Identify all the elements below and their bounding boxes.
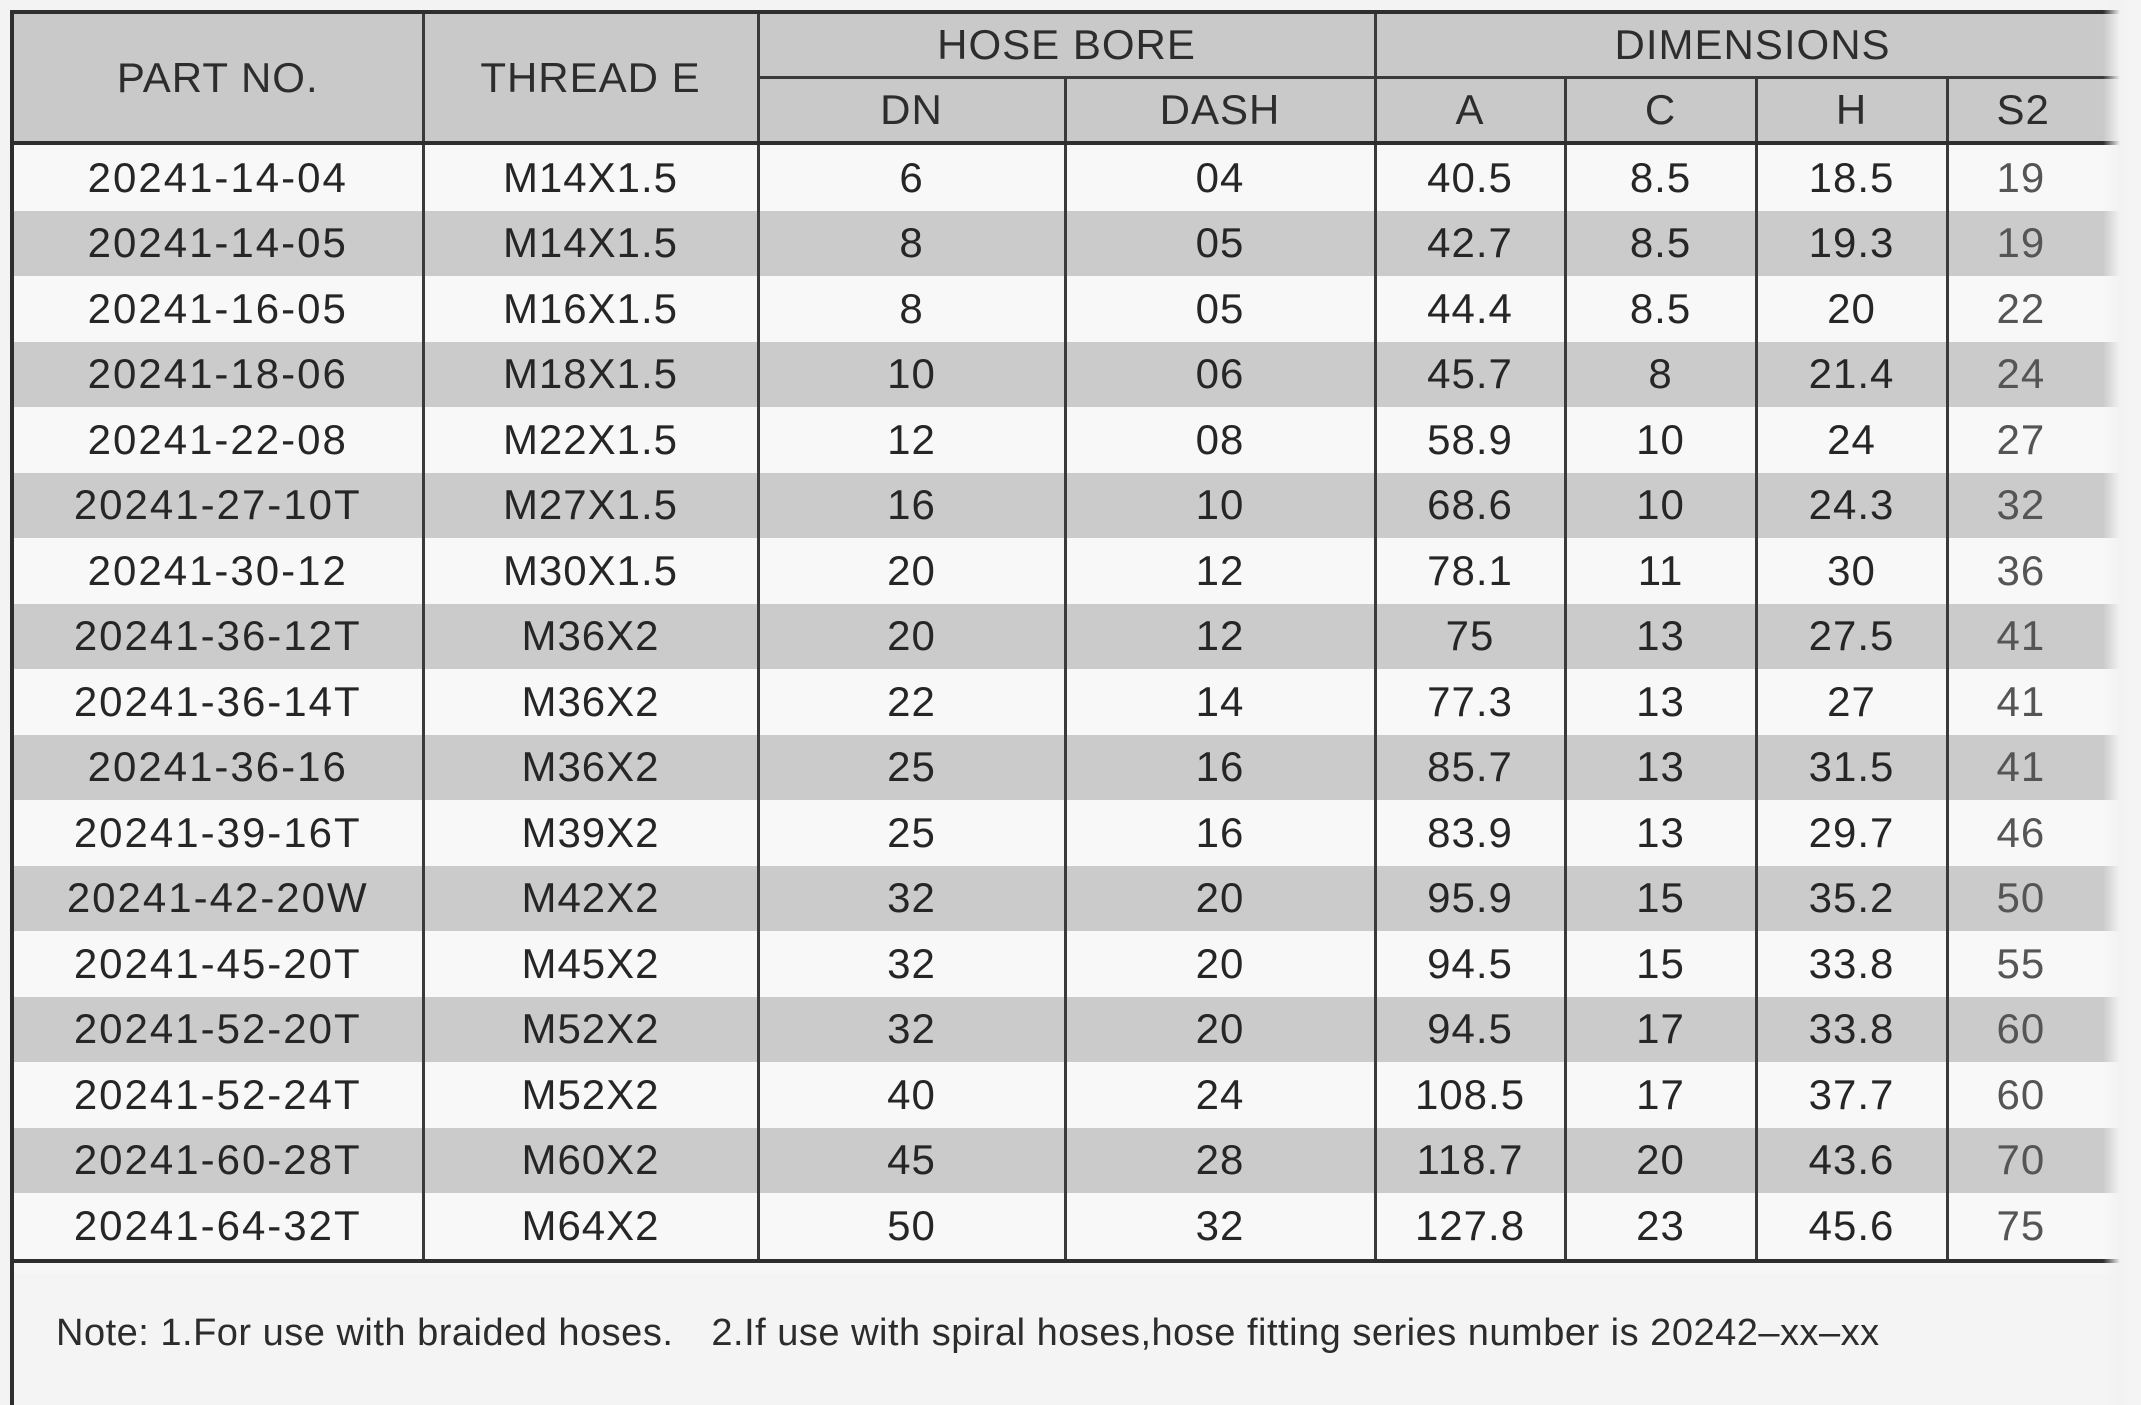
hose-fitting-spec-table — [14, 14, 2141, 1263]
dim-a-cell: 77.3 — [1375, 669, 1565, 735]
header-dash: DASH — [1065, 78, 1375, 144]
dim-h-cell: 30 — [1756, 538, 1947, 604]
dim-h-cell: 33.8 — [1756, 997, 1947, 1063]
part-number-cell: 20241-64-32T — [14, 1193, 423, 1261]
dim-h-cell: 18.5 — [1756, 143, 1947, 211]
dn-cell: 32 — [758, 997, 1065, 1063]
dash-cell: 28 — [1065, 1128, 1375, 1194]
dim-a-cell: 42.7 — [1375, 211, 1565, 277]
dim-a-cell: 78.1 — [1375, 538, 1565, 604]
dim-a-cell: 95.9 — [1375, 866, 1565, 932]
dim-a-cell: 118.7 — [1375, 1128, 1565, 1194]
dim-h-cell: 27 — [1756, 669, 1947, 735]
part-number-cell: 20241-45-20T — [14, 931, 423, 997]
dim-h-cell: 45.6 — [1756, 1193, 1947, 1261]
thread-cell: M36X2 — [423, 604, 758, 670]
thread-cell: M52X2 — [423, 1062, 758, 1128]
note-braided: Note: 1.For use with braided hoses. — [56, 1312, 674, 1354]
dim-a-cell: 108.5 — [1375, 1062, 1565, 1128]
dash-cell: 04 — [1065, 143, 1375, 211]
dash-cell: 24 — [1065, 1062, 1375, 1128]
thread-cell: M18X1.5 — [423, 342, 758, 408]
dim-a-cell: 68.6 — [1375, 473, 1565, 539]
dn-cell: 10 — [758, 342, 1065, 408]
dim-s2-cell: 70 — [1947, 1128, 2141, 1194]
header-hose-bore: HOSE BORE — [758, 14, 1375, 78]
thread-cell: M14X1.5 — [423, 211, 758, 277]
dash-cell: 20 — [1065, 997, 1375, 1063]
dim-c-cell: 15 — [1565, 866, 1756, 932]
dim-s2-cell: 41 — [1947, 604, 2141, 670]
dim-h-cell: 31.5 — [1756, 735, 1947, 801]
dn-cell: 20 — [758, 538, 1065, 604]
dash-cell: 05 — [1065, 276, 1375, 342]
table-row — [14, 1128, 2141, 1194]
dim-h-cell: 19.3 — [1756, 211, 1947, 277]
dn-cell: 20 — [758, 604, 1065, 670]
thread-cell: M64X2 — [423, 1193, 758, 1261]
dim-c-cell: 8 — [1565, 342, 1756, 408]
part-number-cell: 20241-14-05 — [14, 211, 423, 277]
header-row-groups — [14, 14, 2141, 78]
part-number-cell: 20241-14-04 — [14, 143, 423, 211]
part-number-cell: 20241-30-12 — [14, 538, 423, 604]
header-h: H — [1756, 78, 1947, 144]
dim-s2-cell: 75 — [1947, 1193, 2141, 1261]
dim-a-cell: 94.5 — [1375, 931, 1565, 997]
header-a: A — [1375, 78, 1565, 144]
dim-s2-cell: 27 — [1947, 407, 2141, 473]
dim-a-cell: 94.5 — [1375, 997, 1565, 1063]
dim-h-cell: 27.5 — [1756, 604, 1947, 670]
dn-cell: 22 — [758, 669, 1065, 735]
dash-cell: 20 — [1065, 866, 1375, 932]
table-row — [14, 342, 2141, 408]
dim-c-cell: 8.5 — [1565, 211, 1756, 277]
header-dn: DN — [758, 78, 1065, 144]
dim-s2-cell: 41 — [1947, 735, 2141, 801]
part-number-cell: 20241-36-16 — [14, 735, 423, 801]
thread-cell: M36X2 — [423, 669, 758, 735]
thread-cell: M52X2 — [423, 997, 758, 1063]
dim-c-cell: 20 — [1565, 1128, 1756, 1194]
dim-c-cell: 17 — [1565, 1062, 1756, 1128]
dim-c-cell: 23 — [1565, 1193, 1756, 1261]
dim-h-cell: 24 — [1756, 407, 1947, 473]
part-number-cell: 20241-60-28T — [14, 1128, 423, 1194]
thread-cell: M45X2 — [423, 931, 758, 997]
table-row — [14, 143, 2141, 211]
dim-h-cell: 24.3 — [1756, 473, 1947, 539]
dn-cell: 25 — [758, 800, 1065, 866]
dim-a-cell: 127.8 — [1375, 1193, 1565, 1261]
dim-c-cell: 8.5 — [1565, 276, 1756, 342]
dim-c-cell: 15 — [1565, 931, 1756, 997]
dim-c-cell: 11 — [1565, 538, 1756, 604]
dim-s2-cell: 60 — [1947, 1062, 2141, 1128]
dim-c-cell: 13 — [1565, 800, 1756, 866]
dn-cell: 8 — [758, 276, 1065, 342]
part-number-cell: 20241-27-10T — [14, 473, 423, 539]
part-number-cell: 20241-36-12T — [14, 604, 423, 670]
page-edge-shadow — [2103, 0, 2141, 1405]
dim-c-cell: 17 — [1565, 997, 1756, 1063]
dim-s2-cell: 60 — [1947, 997, 2141, 1063]
table-row — [14, 604, 2141, 670]
dn-cell: 50 — [758, 1193, 1065, 1261]
dn-cell: 45 — [758, 1128, 1065, 1194]
dim-c-cell: 10 — [1565, 473, 1756, 539]
table-row — [14, 473, 2141, 539]
dim-c-cell: 10 — [1565, 407, 1756, 473]
dash-cell: 32 — [1065, 1193, 1375, 1261]
note-box — [14, 1274, 2141, 1405]
dim-s2-cell: 32 — [1947, 473, 2141, 539]
note-spiral: 2.If use with spiral hoses,hose fitting series number is 20242–xx–xx — [711, 1312, 1880, 1354]
dim-a-cell: 85.7 — [1375, 735, 1565, 801]
table-row — [14, 211, 2141, 277]
dash-cell: 12 — [1065, 538, 1375, 604]
part-number-cell: 20241-18-06 — [14, 342, 423, 408]
dash-cell: 12 — [1065, 604, 1375, 670]
dash-cell: 16 — [1065, 735, 1375, 801]
dash-cell: 08 — [1065, 407, 1375, 473]
spec-table-body — [14, 143, 2141, 1261]
dim-s2-cell: 41 — [1947, 669, 2141, 735]
dim-h-cell: 37.7 — [1756, 1062, 1947, 1128]
thread-cell: M16X1.5 — [423, 276, 758, 342]
dash-cell: 20 — [1065, 931, 1375, 997]
header-part-no: PART NO. — [14, 14, 423, 143]
part-number-cell: 20241-42-20W — [14, 866, 423, 932]
dn-cell: 32 — [758, 931, 1065, 997]
dim-s2-cell: 22 — [1947, 276, 2141, 342]
dash-cell: 10 — [1065, 473, 1375, 539]
dn-cell: 6 — [758, 143, 1065, 211]
dim-h-cell: 21.4 — [1756, 342, 1947, 408]
dim-h-cell: 35.2 — [1756, 866, 1947, 932]
dash-cell: 16 — [1065, 800, 1375, 866]
dash-cell: 05 — [1065, 211, 1375, 277]
table-row — [14, 997, 2141, 1063]
dn-cell: 40 — [758, 1062, 1065, 1128]
thread-cell: M36X2 — [423, 735, 758, 801]
dash-cell: 14 — [1065, 669, 1375, 735]
dim-h-cell: 20 — [1756, 276, 1947, 342]
table-row — [14, 1193, 2141, 1261]
thread-cell: M27X1.5 — [423, 473, 758, 539]
thread-cell: M60X2 — [423, 1128, 758, 1194]
dim-s2-cell: 19 — [1947, 143, 2141, 211]
dim-s2-cell: 36 — [1947, 538, 2141, 604]
thread-cell: M42X2 — [423, 866, 758, 932]
dim-h-cell: 33.8 — [1756, 931, 1947, 997]
table-row — [14, 800, 2141, 866]
part-number-cell: 20241-52-20T — [14, 997, 423, 1063]
dim-a-cell: 83.9 — [1375, 800, 1565, 866]
dash-cell: 06 — [1065, 342, 1375, 408]
table-row — [14, 407, 2141, 473]
part-number-cell: 20241-39-16T — [14, 800, 423, 866]
table-row — [14, 276, 2141, 342]
table-row — [14, 735, 2141, 801]
table-row — [14, 1062, 2141, 1128]
table-row — [14, 866, 2141, 932]
dim-s2-cell: 46 — [1947, 800, 2141, 866]
dim-a-cell: 40.5 — [1375, 143, 1565, 211]
dim-c-cell: 13 — [1565, 604, 1756, 670]
dim-c-cell: 8.5 — [1565, 143, 1756, 211]
dim-a-cell: 44.4 — [1375, 276, 1565, 342]
thread-cell: M30X1.5 — [423, 538, 758, 604]
table-row — [14, 669, 2141, 735]
header-thread-e: THREAD E — [423, 14, 758, 143]
header-c: C — [1565, 78, 1756, 144]
dn-cell: 16 — [758, 473, 1065, 539]
dim-c-cell: 13 — [1565, 669, 1756, 735]
dim-h-cell: 29.7 — [1756, 800, 1947, 866]
dim-a-cell: 45.7 — [1375, 342, 1565, 408]
table-row — [14, 538, 2141, 604]
dn-cell: 32 — [758, 866, 1065, 932]
thread-cell: M22X1.5 — [423, 407, 758, 473]
dim-s2-cell: 24 — [1947, 342, 2141, 408]
part-number-cell: 20241-52-24T — [14, 1062, 423, 1128]
spec-table-frame — [10, 10, 2141, 1405]
dim-a-cell: 75 — [1375, 604, 1565, 670]
header-s2: S2 — [1947, 78, 2141, 144]
dn-cell: 8 — [758, 211, 1065, 277]
dn-cell: 12 — [758, 407, 1065, 473]
thread-cell: M14X1.5 — [423, 143, 758, 211]
table-row — [14, 931, 2141, 997]
note-text — [56, 1312, 1880, 1355]
dim-s2-cell: 50 — [1947, 866, 2141, 932]
part-number-cell: 20241-16-05 — [14, 276, 423, 342]
dn-cell: 25 — [758, 735, 1065, 801]
dim-s2-cell: 19 — [1947, 211, 2141, 277]
thread-cell: M39X2 — [423, 800, 758, 866]
dim-s2-cell: 55 — [1947, 931, 2141, 997]
dim-a-cell: 58.9 — [1375, 407, 1565, 473]
header-dimensions: DIMENSIONS — [1375, 14, 2141, 78]
part-number-cell: 20241-22-08 — [14, 407, 423, 473]
part-number-cell: 20241-36-14T — [14, 669, 423, 735]
dim-h-cell: 43.6 — [1756, 1128, 1947, 1194]
dim-c-cell: 13 — [1565, 735, 1756, 801]
